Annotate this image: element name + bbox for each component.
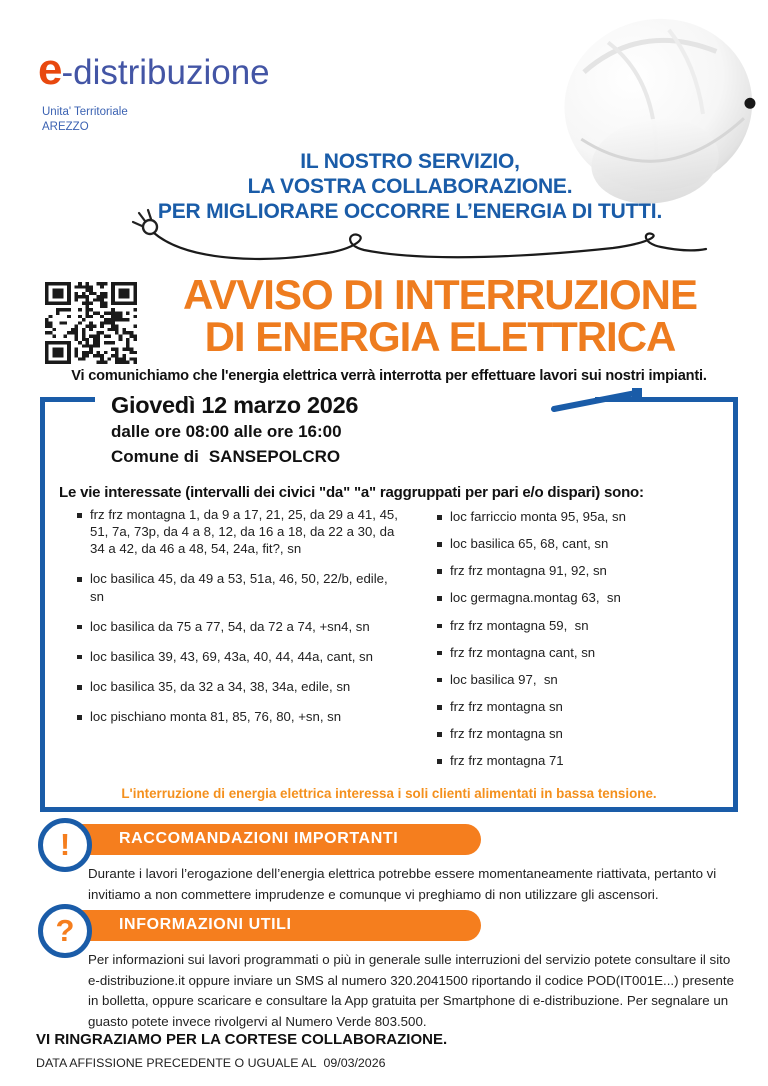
- streets-left-column: [77, 506, 402, 738]
- street-item: frz frz montagna 1, da 9 a 17, 21, 25, da 29 a 41, 45, 51, 7a, 73p, da 4 a 8, 12, da 16 a 18, da 22 a 30, da 34 a 42, da 46 a 48, 54, 24a, fit?, sn: [77, 506, 399, 557]
- notice-subtitle: Vi comunichiamo che l'energia elettrica verrà interrotta per effettuare lavori sui nostri impianti.: [71, 368, 707, 384]
- info-title: INFORMAZIONI UTILI: [119, 916, 292, 933]
- street-item: loc pischiano monta 81, 85, 76, 80, +sn, sn: [77, 708, 399, 725]
- street-item: loc basilica 35, da 32 a 34, 38, 34a, edile, sn: [77, 678, 399, 695]
- logo-e-mark: e: [38, 45, 62, 94]
- interruption-date: Giovedì 12 marzo 2026: [111, 392, 359, 418]
- comune-label: Comune di: [111, 447, 199, 466]
- notice-title-line2: DI ENERGIA ELETTRICA: [204, 313, 676, 360]
- street-item: frz frz montagna sn: [437, 725, 727, 742]
- info-body: Per informazioni sui lavori programmati o più in generale sulle interruzioni del servizio potete consultare il sito e-distribuzione.it oppure inviare un SMS al numero 320.2041500 riportando il codice POD(IT001E...) presente in bolletta, oppure scaricare e consultare la App gratuita per Smartphone di e-distribuzione. Per segnalare un guasto potete invece rivolgervi al Numero Verde 803.500.: [88, 952, 734, 1029]
- interruption-time: dalle ore 08:00 alle ore 16:00: [111, 422, 342, 441]
- street-item: frz frz montagna cant, sn: [437, 644, 727, 661]
- comune-value: SANSEPOLCRO: [208, 447, 341, 466]
- streets-right-column: [437, 508, 727, 780]
- interruption-comune: [111, 447, 358, 467]
- street-item: loc germagna.montag 63, sn: [437, 589, 727, 606]
- slogan-line3: PER MIGLIORARE OCCORRE L’ENERGIA DI TUTTI.: [157, 199, 663, 223]
- street-item: loc basilica 65, 68, cant, sn: [437, 535, 727, 552]
- slogan-line1: IL NOSTRO SERVIZIO,: [300, 150, 520, 173]
- recommendations-body: Durante i lavori l’erogazione dell’energia elettrica potrebbe essere momentaneamente riattivata, pertanto vi invitiamo a non commettere imprudenze e comunque vi preghiamo di non utilizzare gli ascensori.: [88, 866, 717, 902]
- exclamation-icon: !: [38, 818, 92, 872]
- posting-date-label: DATA AFFISSIONE PRECEDENTE O UGUALE AL: [36, 1056, 317, 1070]
- street-item: loc basilica 39, 43, 69, 43a, 40, 44, 44a, cant, sn: [77, 648, 399, 665]
- posting-date-value: 09/03/2026: [323, 1056, 386, 1070]
- notice-title: [140, 271, 740, 360]
- interruption-datehead: [107, 392, 366, 467]
- territorial-unit: [42, 105, 128, 135]
- street-item: frz frz montagna 59, sn: [437, 617, 727, 634]
- qr-code: [45, 282, 137, 364]
- footer-thanks: VI RINGRAZIAMO PER LA CORTESE COLLABORAZIONE.: [36, 1031, 448, 1048]
- logo-wordmark: -distribuzione: [61, 53, 270, 92]
- plug-icon: [133, 210, 157, 234]
- streets-heading: Le vie interessate (intervalli dei civici "da" "a" raggruppati per pari e/o dispari) sono:: [59, 484, 644, 501]
- street-item: frz frz montagna 91, 92, sn: [437, 562, 727, 579]
- info-bar: [57, 910, 481, 941]
- pen-doodle-icon: [550, 385, 660, 413]
- interruption-box: [40, 392, 738, 812]
- street-item: loc basilica da 75 a 77, 54, da 72 a 74, +sn4, sn: [77, 618, 399, 635]
- unit-line2: AREZZO: [42, 120, 89, 133]
- qr-code-pattern: [45, 282, 137, 364]
- street-item: frz frz montagna 71: [437, 752, 727, 769]
- question-icon: ?: [38, 904, 92, 958]
- notice-title-line1: AVVISO DI INTERRUZIONE: [183, 271, 697, 318]
- low-voltage-notice: L'interruzione di energia elettrica interessa i soli clienti alimentati in bassa tensione.: [121, 786, 657, 801]
- street-item: loc basilica 97, sn: [437, 671, 727, 688]
- recommendations-bar: [57, 824, 481, 855]
- street-item: loc farriccio monta 95, 95a, sn: [437, 508, 727, 525]
- recommendations-title: RACCOMANDAZIONI IMPORTANTI: [119, 830, 399, 847]
- street-item: frz frz montagna sn: [437, 698, 727, 715]
- e-distribuzione-logo: [38, 45, 270, 94]
- cable-doodle: [118, 200, 718, 270]
- posting-date-line: [36, 1056, 385, 1070]
- street-item: loc basilica 45, da 49 a 53, 51a, 46, 50, 22/b, edile, sn: [77, 570, 399, 604]
- slogan-line2: LA VOSTRA COLLABORAZIONE.: [247, 174, 573, 198]
- unit-line1: Unita' Territoriale: [42, 106, 128, 118]
